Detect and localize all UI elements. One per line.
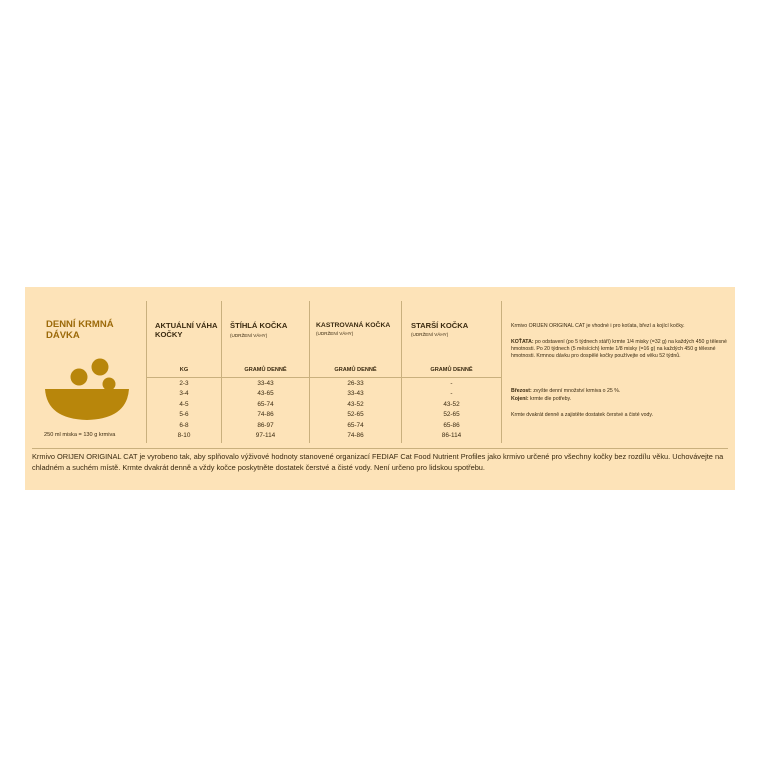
table-cell: 43-65 [257, 390, 274, 398]
nursing-label: Kojení: [511, 396, 529, 402]
table-cell: 33-43 [257, 380, 274, 387]
table-cell: 8-10 [177, 432, 191, 439]
unit-kg: KG [179, 367, 189, 373]
table-cell: 86-97 [257, 421, 274, 429]
nursing-text: krmte dle potřeby. [528, 396, 572, 402]
table-cell: 65-74 [347, 421, 364, 429]
unit-grams-senior: GRAMŮ DENNĚ [430, 367, 473, 373]
nursing-note [511, 396, 729, 403]
table-cell: 5-6 [179, 411, 189, 419]
unit-grams-neutered: GRAMŮ DENNĚ [334, 367, 377, 373]
table-cell: 26-33 [347, 380, 364, 387]
column-title-senior: STARŠÍ KOČKA [411, 321, 469, 330]
column-title-weight: AKTUÁLNÍ VÁHA KOČKY [155, 321, 218, 339]
table-cell: 52-65 [347, 411, 364, 419]
column-title-slim: ŠTÍHLÁ KOČKA [230, 321, 288, 330]
column-divider [501, 301, 502, 443]
table-cell: 33-43 [347, 390, 364, 398]
table-cell: 2-3 [179, 380, 189, 387]
table-cell: 43-52 [347, 400, 364, 408]
bottom-divider [32, 448, 728, 449]
table-cell: 97-114 [255, 432, 276, 439]
table-cell: 74-86 [347, 432, 364, 439]
bowl-icon [42, 357, 132, 423]
table-cell: 86-114 [441, 432, 462, 439]
column-subtitle-slim: (UDRŽENÍ VÁHY) [230, 333, 268, 338]
table-cell: 6-8 [179, 421, 189, 429]
kittens-text: po odstavení (po 5 týdnech stáří) krmte 1/4 misky (=32 g) na každých 450 g tělesné hmotnosti. Po 20 týdnech (5 měsících) krmte 1/8 misky (=16 g) na každých 450 g tělesné hmotnosti. Krmnou dávku pro dospělé kočky používejte od věku 52 týdnů. [511, 339, 727, 359]
unit-grams-slim: GRAMŮ DENNĚ [244, 367, 287, 373]
daily-ration-title: DENNÍ KRMNÁ DÁVKA [46, 319, 114, 341]
units-underline [146, 377, 501, 378]
feeding-guide-panel [25, 287, 735, 490]
suitability-note: Krmivo ORIJEN ORIGINAL CAT je vhodné i pro koťata, březí a kojící kočky. [511, 323, 685, 329]
kittens-label: KOŤATA: [511, 339, 534, 345]
column-subtitle-neutered: (UDRŽENÍ VÁHY) [316, 331, 354, 336]
pregnancy-text: zvyšte denní množství krmiva o 25 %. [531, 388, 621, 394]
table-cell: 74-86 [257, 411, 274, 419]
cup-note: 250 ml miska = 130 g krmiva [44, 432, 116, 438]
table-cell: 43-52 [443, 400, 460, 408]
table-cell: 65-74 [257, 400, 274, 408]
table-cell: 3-4 [179, 390, 189, 398]
table-cell: 4-5 [179, 400, 189, 408]
feeding-frequency-note: Krmte dvakrát denně a zajistěte dostatek čerstvé a čisté vody. [511, 412, 654, 418]
column-title-neutered: KASTROVANÁ KOČKA [316, 322, 391, 329]
table-cell: 65-86 [443, 421, 460, 429]
pregnancy-label: Březost: [511, 388, 532, 394]
kittens-note [511, 339, 729, 360]
product-statement: Krmivo ORIJEN ORIGINAL CAT je vyrobeno tak, aby splňovalo výživové hodnoty stanovené organizací FEDIAF Cat Food Nutrient Profiles jako krmivo určené pro všechny kočky bez rozdílu věku. Uchovávejte na chladném a suchém místě. Krmte dvakrát denně a vždy kočce poskytněte dostatek čerstvé a čisté vody. Není určeno pro lidskou spotřebu. [32, 452, 724, 472]
pregnancy-note [511, 388, 729, 395]
table-cell: - [450, 380, 453, 387]
table-cell: 52-65 [443, 411, 460, 419]
table-cell: - [450, 390, 453, 398]
column-subtitle-senior: (UDRŽENÍ VÁHY) [411, 332, 449, 337]
